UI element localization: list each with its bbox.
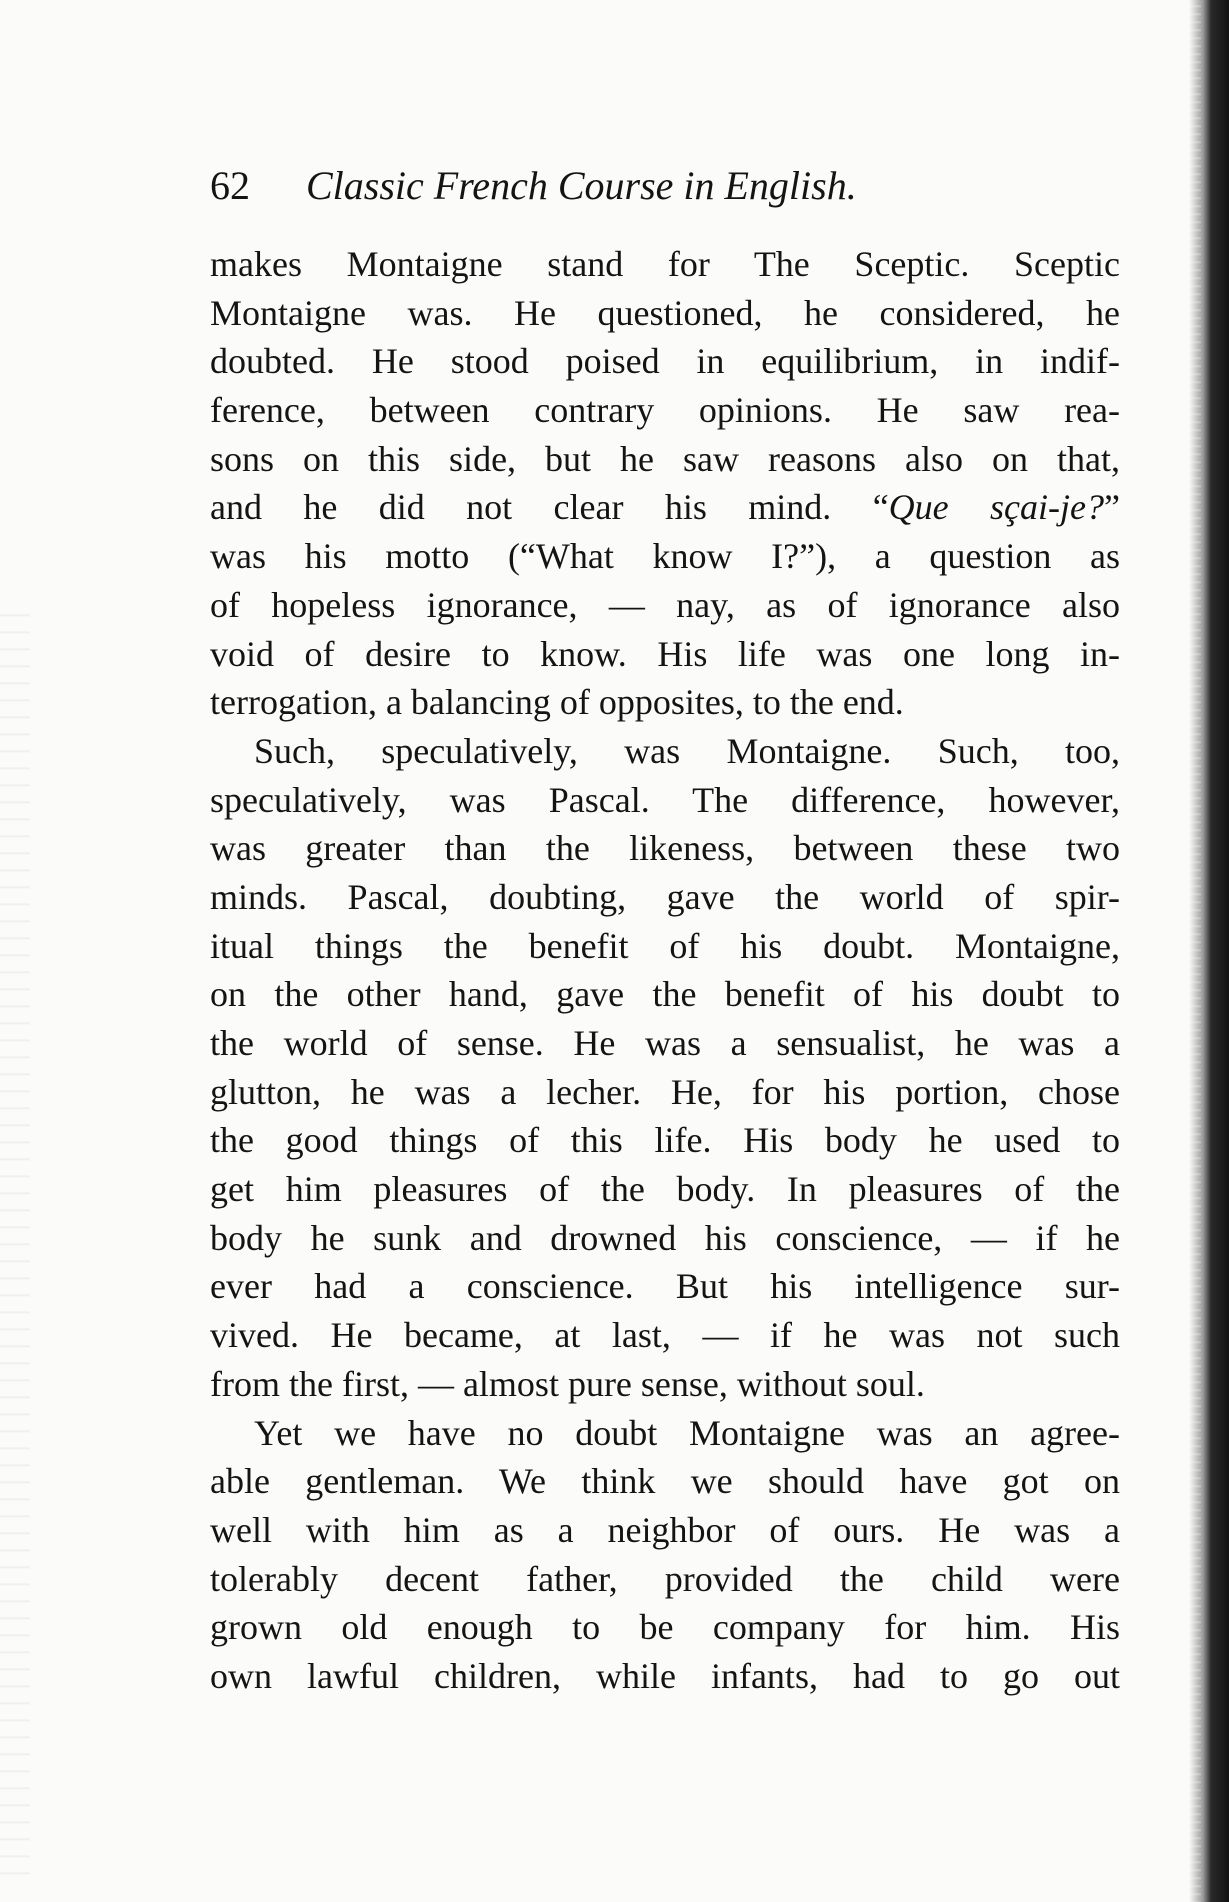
- binding-texture: [1187, 0, 1201, 1902]
- paragraph-1: [210, 240, 1120, 727]
- text-line: speculatively, was Pascal. The difference, however,: [210, 779, 1120, 820]
- text-line: vived. He became, at last, — if he was not such: [210, 1315, 1120, 1356]
- text-line: get him pleasures of the body. In pleasures of the: [210, 1169, 1120, 1210]
- text-line: glutton, he was a lecher. He, for his portion, chose: [210, 1071, 1120, 1112]
- paragraph-3: [210, 1409, 1120, 1701]
- text-line: well with him as a neighbor of ours. He was a: [210, 1509, 1120, 1550]
- text-segment: ”: [1104, 487, 1120, 528]
- scan-margin-noise: [0, 600, 30, 1880]
- text-line: body he sunk and drowned his conscience, — if he: [210, 1217, 1120, 1258]
- text-line: sons on this side, but he saw reasons also on that,: [210, 438, 1120, 479]
- text-line: makes Montaigne stand for The Sceptic. Sceptic: [210, 244, 1120, 284]
- text-line: grown old enough to be company for him. His: [210, 1607, 1120, 1648]
- text-line: on the other hand, gave the benefit of his doubt to: [210, 974, 1120, 1015]
- text-line: terrogation, a balancing of opposites, to the end.: [210, 682, 904, 723]
- text-line: own lawful children, while infants, had to go out: [210, 1655, 1120, 1696]
- text-line: [210, 483, 1120, 532]
- text-line: of hopeless ignorance, — nay, as of ignorance also: [210, 584, 1120, 625]
- text-line: was greater than the likeness, between these two: [210, 828, 1120, 869]
- page-number: 62: [210, 163, 250, 208]
- paragraph-2: [210, 727, 1120, 1409]
- text-segment: and he did not clear his mind. “: [210, 487, 889, 528]
- text-line: was his motto (“What know I?”), a question as: [210, 536, 1120, 577]
- text-line: itual things the benefit of his doubt. Montaigne,: [210, 925, 1120, 966]
- text-line: Such, speculatively, was Montaigne. Such, too,: [254, 730, 1120, 771]
- text-line: Montaigne was. He questioned, he considered, he: [210, 292, 1120, 333]
- text-line: the world of sense. He was a sensualist, he was a: [210, 1023, 1120, 1063]
- body-text: [210, 240, 1120, 1701]
- text-line: ever had a conscience. But his intelligence sur-: [210, 1266, 1120, 1307]
- text-line: void of desire to know. His life was one long in-: [210, 633, 1120, 674]
- italic-quote: Que sçai-je?: [888, 487, 1105, 528]
- running-head: [210, 158, 1120, 214]
- text-line: Yet we have no doubt Montaigne was an agree-: [254, 1412, 1120, 1453]
- text-line: tolerably decent father, provided the child were: [210, 1558, 1120, 1599]
- running-title: Classic French Course in English.: [306, 163, 857, 208]
- text-line: the good things of this life. His body he used to: [210, 1120, 1120, 1161]
- text-line: ference, between contrary opinions. He saw rea-: [210, 390, 1120, 431]
- text-line: able gentleman. We think we should have got on: [210, 1461, 1120, 1502]
- text-line: doubted. He stood poised in equilibrium, in indif-: [210, 341, 1120, 382]
- text-line: minds. Pascal, doubting, gave the world of spir-: [210, 876, 1120, 917]
- text-line: from the first, — almost pure sense, without soul.: [210, 1363, 925, 1404]
